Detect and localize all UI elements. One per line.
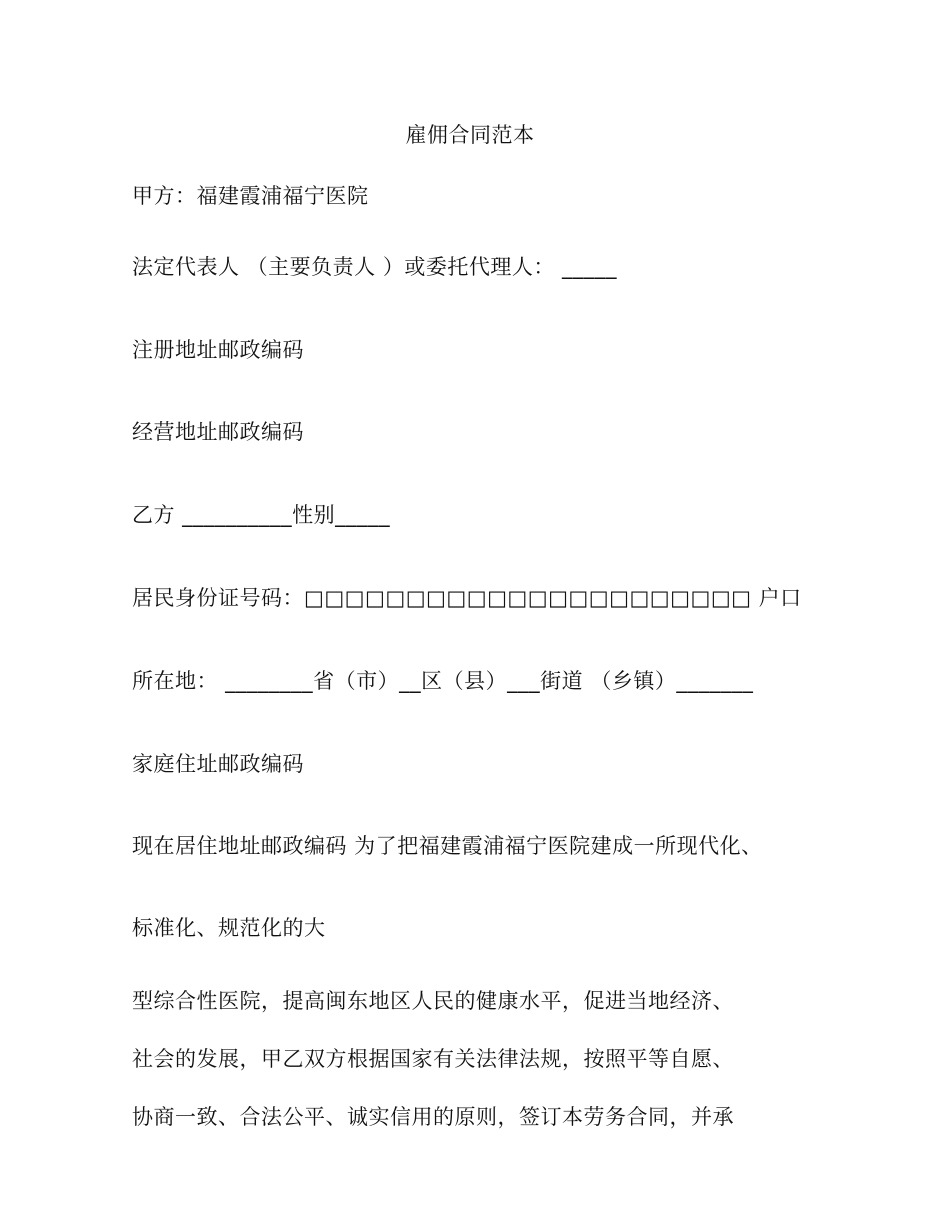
id-number-line: 居民身份证号码：□□□□□□□□□□□□□□□□□□□□□□ 户口 — [132, 586, 802, 610]
paragraph-line-4: 协商一致、合法公平、诚实信用的原则，签订本劳务合同，并承 — [132, 1105, 734, 1129]
business-address-line: 经营地址邮政编码 — [132, 420, 304, 444]
registered-address-line: 注册地址邮政编码 — [132, 338, 304, 362]
paragraph-line-1: 标准化、规范化的大 — [132, 916, 326, 940]
paragraph-line-3: 社会的发展，甲乙双方根据国家有关法律法规，按照平等自愿、 — [132, 1047, 734, 1071]
legal-representative-line: 法定代表人 （主要负责人 ）或委托代理人： _____ — [132, 255, 618, 279]
household-location-line: 所在地： ________省（市）__区（县）___街道 （乡镇）_______ — [132, 669, 754, 693]
party-b-line: 乙方 __________性别_____ — [132, 503, 391, 527]
document-title: 雇佣合同范本 — [405, 123, 535, 147]
party-a-line: 甲方：福建霞浦福宁医院 — [132, 184, 369, 208]
home-address-line: 家庭住址邮政编码 — [132, 752, 304, 776]
paragraph-line-2: 型综合性医院，提高闽东地区人民的健康水平，促进当地经济、 — [132, 989, 734, 1013]
current-address-line: 现在居住地址邮政编码 为了把福建霞浦福宁医院建成一所现代化、 — [132, 834, 763, 858]
